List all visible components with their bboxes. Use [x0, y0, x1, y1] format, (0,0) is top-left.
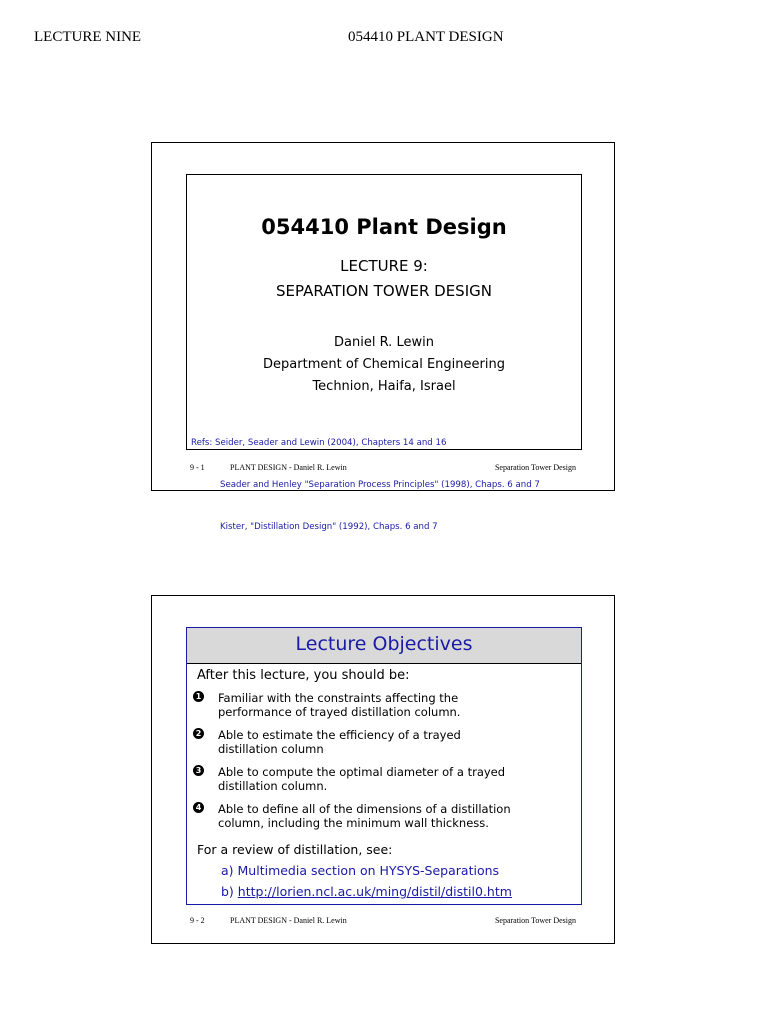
author-block — [187, 332, 581, 398]
link-url[interactable]: http://lorien.ncl.ac.uk/ming/distil/distil0.htm — [237, 884, 512, 899]
hysys-link[interactable]: a) Multimedia section on HYSYS-Separations — [221, 863, 500, 878]
page-header-left: LECTURE NINE — [34, 29, 142, 45]
slide-footer-course: PLANT DESIGN - Daniel R. Lewin — [230, 916, 347, 925]
lecture-subtitle: SEPARATION TOWER DESIGN — [276, 282, 492, 300]
list-item — [193, 691, 573, 719]
objective-line: column, including the minimum wall thickness. — [218, 816, 489, 830]
list-item — [193, 802, 573, 830]
reference-3: Kister, "Distillation Design" (1992), Chaps. 6 and 7 — [220, 522, 438, 532]
numbered-bullet-icon: 4 — [193, 802, 204, 813]
objective-line: Able to estimate the efficiency of a trayed — [218, 728, 461, 742]
slide-title: Lecture Objectives — [187, 628, 581, 664]
objectives-intro: After this lecture, you should be: — [197, 668, 410, 683]
list-item — [193, 765, 573, 793]
objective-line: distillation column — [218, 742, 324, 756]
slide-footer-topic: Separation Tower Design — [494, 916, 576, 925]
references — [191, 408, 540, 562]
objective-line: distillation column. — [218, 779, 328, 793]
objective-line: performance of trayed distillation column. — [218, 705, 461, 719]
objective-line: Familiar with the constraints affecting the — [218, 691, 459, 705]
page-header-right: 054410 PLANT DESIGN — [348, 29, 504, 45]
slide-number: 9 - 2 — [190, 916, 205, 925]
numbered-bullet-icon: 3 — [193, 765, 204, 776]
link-prefix: b) — [221, 884, 238, 899]
author-name: Daniel R. Lewin — [334, 335, 434, 350]
slide-footer-course: PLANT DESIGN - Daniel R. Lewin — [230, 463, 347, 472]
slide-title: 054410 Plant Design — [261, 215, 507, 239]
slide-1 — [151, 142, 615, 532]
slide-2-content — [186, 627, 582, 905]
objective-line: Able to define all of the dimensions of a distillation — [218, 802, 511, 816]
slide-footer-topic: Separation Tower Design — [494, 463, 576, 472]
review-text: For a review of distillation, see: — [197, 842, 393, 857]
numbered-bullet-icon: 1 — [193, 691, 204, 702]
author-department: Department of Chemical Engineering — [263, 357, 505, 372]
objectives-list — [193, 691, 573, 839]
slide-number: 9 - 1 — [190, 463, 205, 472]
numbered-bullet-icon: 2 — [193, 728, 204, 739]
objective-line: Able to compute the optimal diameter of a trayed — [218, 765, 506, 779]
distillation-link[interactable] — [221, 884, 512, 899]
reference-2: Seader and Henley "Separation Process Principles" (1998), Chaps. 6 and 7 — [220, 480, 540, 490]
slide-2 — [151, 595, 615, 944]
list-item — [193, 728, 573, 756]
author-institution: Technion, Haifa, Israel — [312, 379, 456, 394]
reference-1: Refs: Seider, Seader and Lewin (2004), Chapters 14 and 16 — [191, 438, 447, 448]
lecture-number: LECTURE 9: — [340, 257, 428, 275]
